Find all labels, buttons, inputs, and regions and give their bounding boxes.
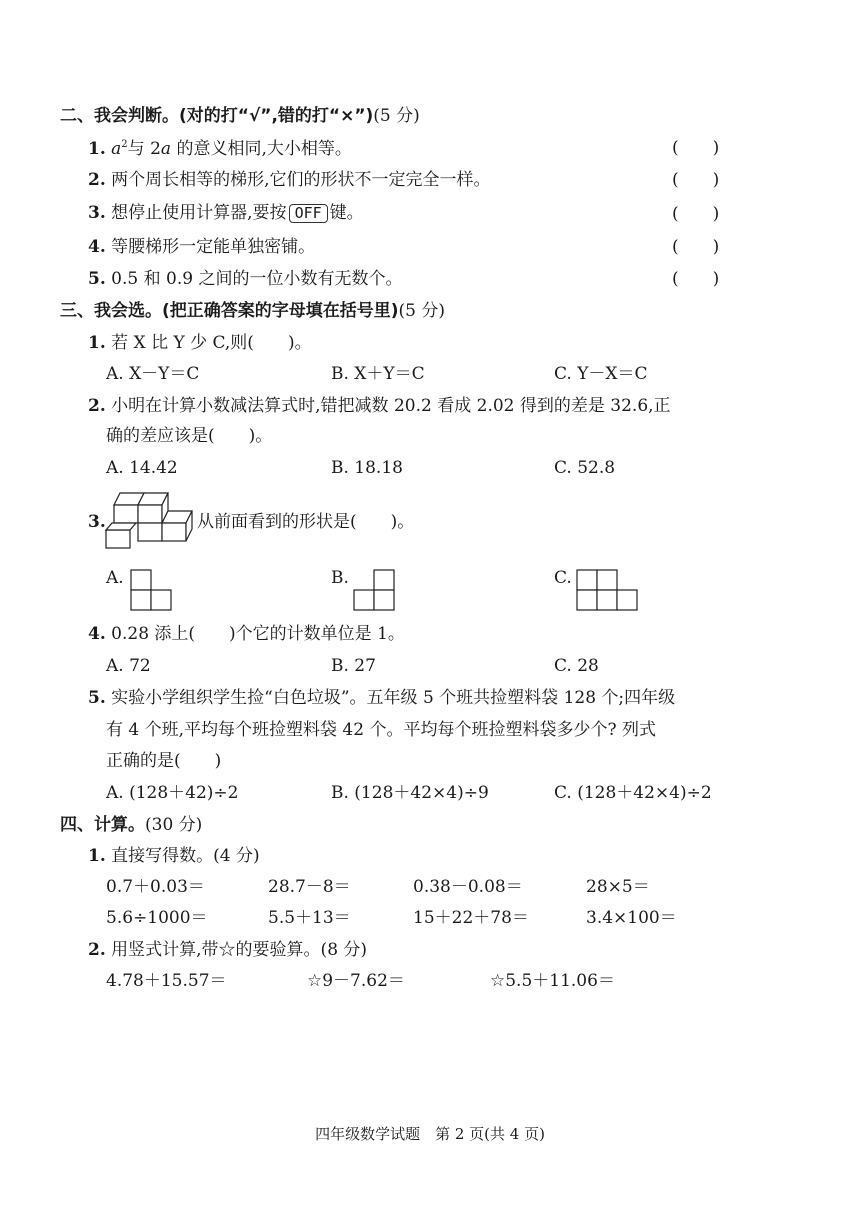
page-footer: 四年级数学试题 第 2 页(共 4 页) bbox=[315, 1125, 545, 1143]
q3-option-a-figure bbox=[130, 569, 174, 611]
q4-option-c[interactable]: C. 28 bbox=[554, 656, 599, 676]
section-4-title: 四、计算。(30 分) bbox=[60, 815, 203, 835]
answer-blank-4[interactable]: ( ) bbox=[672, 237, 720, 257]
q3-option-b-figure bbox=[353, 569, 397, 611]
choice-q5-line3: 正确的是( ) bbox=[106, 751, 222, 771]
calc-item[interactable]: 15＋22＋78＝ bbox=[413, 908, 529, 928]
choice-q2-line1: 2. 小明在计算小数减法算式时,错把减数 20.2 看成 2.02 得到的差是 32.6,正 bbox=[88, 396, 671, 416]
calc-item[interactable]: 0.7＋0.03＝ bbox=[106, 877, 205, 897]
q3-option-c-figure bbox=[576, 569, 640, 611]
answer-blank-5[interactable]: ( ) bbox=[672, 269, 720, 289]
judge-item-5: 5. 0.5 和 0.9 之间的一位小数有无数个。 bbox=[88, 269, 403, 289]
calc-item[interactable]: 28.7－8＝ bbox=[268, 877, 351, 897]
choice-q2-line2: 确的差应该是( )。 bbox=[106, 426, 273, 446]
q3-option-c-label[interactable]: C. bbox=[554, 568, 572, 588]
vertical-calc-item[interactable]: ☆9－7.62＝ bbox=[307, 971, 405, 991]
calc-q2: 2. 用竖式计算,带☆的要验算。(8 分) bbox=[88, 940, 368, 960]
answer-blank-3[interactable]: ( ) bbox=[672, 204, 720, 224]
q2-option-a[interactable]: A. 14.42 bbox=[106, 458, 178, 478]
q1-option-c[interactable]: C. Y－X＝C bbox=[554, 364, 648, 384]
answer-blank-1[interactable]: ( ) bbox=[672, 138, 720, 158]
section-2-title: 二、我会判断。(对的打“√”,错的打“×”)(5 分) bbox=[60, 106, 420, 126]
calc-item[interactable]: 5.6÷1000＝ bbox=[106, 908, 208, 928]
judge-item-4: 4. 等腰梯形一定能单独密铺。 bbox=[88, 237, 316, 257]
q4-option-b[interactable]: B. 27 bbox=[331, 656, 376, 676]
choice-q4: 4. 0.28 添上( )个它的计数单位是 1。 bbox=[88, 624, 405, 644]
q1-option-a[interactable]: A. X－Y＝C bbox=[106, 364, 200, 384]
choice-q3-text: 从前面看到的形状是( )。 bbox=[197, 512, 415, 532]
choice-q5-line1: 5. 实验小学组织学生捡“白色垃圾”。五年级 5 个班共捡塑料袋 128 个;四年级 bbox=[88, 688, 676, 708]
calc-item[interactable]: 28×5＝ bbox=[586, 877, 650, 897]
q5-option-a[interactable]: A. (128＋42)÷2 bbox=[106, 783, 239, 803]
q2-option-c[interactable]: C. 52.8 bbox=[554, 458, 616, 478]
q2-option-b[interactable]: B. 18.18 bbox=[331, 458, 403, 478]
q3-option-b-label[interactable]: B. bbox=[331, 568, 349, 588]
q3-option-a-label[interactable]: A. bbox=[106, 568, 124, 588]
judge-item-3: 3. 想停止使用计算器,要按 OFF 键。 bbox=[88, 203, 364, 223]
choice-q1: 1. 若 X 比 Y 少 C,则( )。 bbox=[88, 333, 312, 353]
choice-q3-number: 3. bbox=[88, 512, 106, 532]
calc-item[interactable]: 3.4×100＝ bbox=[586, 908, 677, 928]
calc-item[interactable]: 0.38－0.08＝ bbox=[413, 877, 523, 897]
off-key: OFF bbox=[289, 204, 328, 223]
q5-option-c[interactable]: C. (128＋42×4)÷2 bbox=[554, 783, 712, 803]
q5-option-b[interactable]: B. (128＋42×4)÷9 bbox=[331, 783, 489, 803]
q4-option-a[interactable]: A. 72 bbox=[106, 656, 151, 676]
choice-q5-line2: 有 4 个班,平均每个班捡塑料袋 42 个。平均每个班捡塑料袋多少个? 列式 bbox=[106, 720, 656, 740]
vertical-calc-item[interactable]: 4.78＋15.57＝ bbox=[106, 971, 227, 991]
answer-blank-2[interactable]: ( ) bbox=[672, 170, 720, 190]
judge-item-1: 1. $a^2$与 2a 的意义相同,大小相等。 bbox=[88, 139, 352, 159]
calc-q1: 1. 直接写得数。(4 分) bbox=[88, 846, 260, 866]
section-3-title: 三、我会选。(把正确答案的字母填在括号里)(5 分) bbox=[60, 301, 446, 321]
cube-stack-figure bbox=[104, 490, 196, 550]
calc-item[interactable]: 5.5＋13＝ bbox=[268, 908, 351, 928]
q1-option-b[interactable]: B. X＋Y＝C bbox=[331, 364, 425, 384]
vertical-calc-item[interactable]: ☆5.5＋11.06＝ bbox=[490, 971, 615, 991]
judge-item-2: 2. 两个周长相等的梯形,它们的形状不一定完全一样。 bbox=[88, 170, 491, 190]
